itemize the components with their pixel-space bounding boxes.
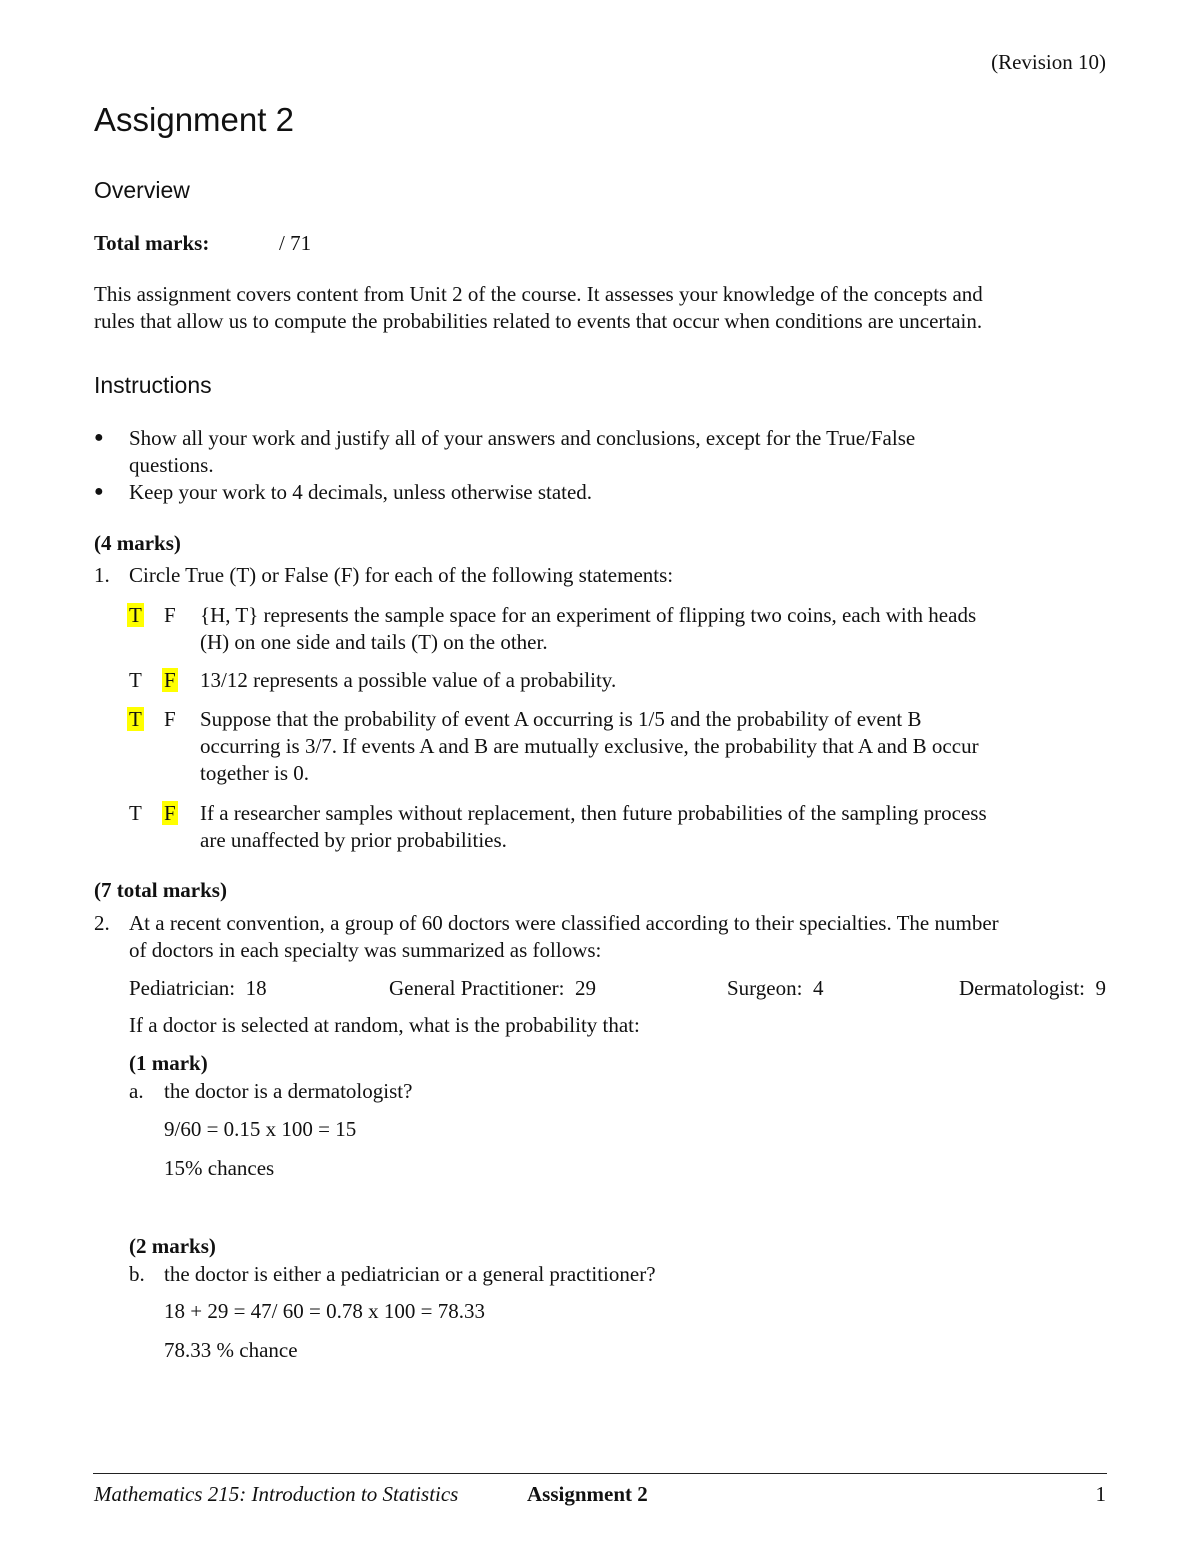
q1-item1-true[interactable]: T bbox=[129, 603, 142, 627]
q2b-answer-line2[interactable]: 78.33 % chance bbox=[164, 1338, 298, 1362]
q2a-answer-line2[interactable]: 15% chances bbox=[164, 1156, 275, 1180]
q2-random-prompt: If a doctor is selected at random, what is the probability that: bbox=[129, 1013, 640, 1037]
bullet-icon: ● bbox=[94, 429, 104, 446]
instruction-1-line1: Show all your work and justify all of your answers and conclusions, except for the True/False bbox=[129, 426, 916, 450]
q1-item4-true[interactable]: T bbox=[129, 801, 142, 825]
specialty-pediatrician: Pediatrician: 18 bbox=[129, 976, 267, 1000]
q1-item1-false[interactable]: F bbox=[164, 603, 176, 627]
q2b-marks: (2 marks) bbox=[129, 1234, 216, 1258]
q1-item3-true[interactable]: T bbox=[129, 707, 142, 731]
q2b-letter: b. bbox=[129, 1262, 145, 1286]
q2a-question: the doctor is a dermatologist? bbox=[164, 1079, 413, 1103]
q1-item4-text-line2: are unaffected by prior probabilities. bbox=[200, 828, 507, 852]
q1-number: 1. bbox=[94, 563, 110, 587]
revision-label: (Revision 10) bbox=[991, 50, 1106, 74]
specialty-general-practitioner: General Practitioner: 29 bbox=[389, 976, 597, 1000]
q1-item3-false[interactable]: F bbox=[164, 707, 176, 731]
q2b-answer-line1[interactable]: 18 + 29 = 47/ 60 = 0.78 x 100 = 78.33 bbox=[164, 1299, 485, 1323]
bullet-icon: ● bbox=[94, 483, 104, 500]
total-marks-label: Total marks: bbox=[94, 231, 210, 255]
footer-assignment: Assignment 2 bbox=[527, 1482, 648, 1506]
q2-text-line2: of doctors in each specialty was summarized as follows: bbox=[129, 938, 602, 962]
page-title: Assignment 2 bbox=[94, 101, 294, 138]
q2a-marks: (1 mark) bbox=[129, 1051, 208, 1075]
instruction-1-line2: questions. bbox=[129, 453, 214, 477]
q1-item4-false[interactable]: F bbox=[164, 801, 176, 825]
q1-item3-text-line1: Suppose that the probability of event A occurring is 1/5 and the probability of event B bbox=[200, 707, 922, 731]
q1-item2-false[interactable]: F bbox=[164, 668, 176, 692]
q1-item4-text-line1: If a researcher samples without replacement, then future probabilities of the sampling process bbox=[200, 801, 987, 825]
q2a-answer-line1[interactable]: 9/60 = 0.15 x 100 = 15 bbox=[164, 1117, 357, 1141]
q1-item1-text-line2: (H) on one side and tails (T) on the other. bbox=[200, 630, 548, 654]
overview-paragraph-line2: rules that allow us to compute the probabilities related to events that occur when conditions are uncertain. bbox=[94, 309, 983, 333]
overview-heading: Overview bbox=[94, 177, 190, 203]
specialty-surgeon: Surgeon: 4 bbox=[727, 976, 824, 1000]
instructions-heading: Instructions bbox=[94, 372, 212, 398]
q2-marks: (7 total marks) bbox=[94, 878, 227, 902]
q1-item2-true[interactable]: T bbox=[129, 668, 142, 692]
q2-text-line1: At a recent convention, a group of 60 doctors were classified according to their specialties. The number bbox=[129, 911, 999, 935]
q2a-letter: a. bbox=[129, 1079, 144, 1103]
q1-item3-text-line2: occurring is 3/7. If events A and B are mutually exclusive, the probability that A and B occur bbox=[200, 734, 979, 758]
q2-number: 2. bbox=[94, 911, 110, 935]
instruction-2: Keep your work to 4 decimals, unless otherwise stated. bbox=[129, 480, 593, 504]
overview-paragraph-line1: This assignment covers content from Unit 2 of the course. It assesses your knowledge of the concepts and bbox=[94, 282, 983, 306]
footer-divider bbox=[93, 1473, 1107, 1474]
total-marks-value: / 71 bbox=[279, 231, 312, 255]
q1-marks: (4 marks) bbox=[94, 531, 181, 555]
q2b-question: the doctor is either a pediatrician or a general practitioner? bbox=[164, 1262, 656, 1286]
q1-item1-text-line1: {H, T} represents the sample space for an experiment of flipping two coins, each with heads bbox=[200, 603, 977, 627]
footer-page-number: 1 bbox=[1095, 1482, 1106, 1506]
specialty-dermatologist: Dermatologist: 9 bbox=[959, 976, 1106, 1000]
q1-prompt: Circle True (T) or False (F) for each of the following statements: bbox=[129, 563, 674, 587]
q1-item2-text: 13/12 represents a possible value of a probability. bbox=[200, 668, 617, 692]
q1-item3-text-line3: together is 0. bbox=[200, 761, 310, 785]
footer-course: Mathematics 215: Introduction to Statistics bbox=[94, 1482, 459, 1506]
